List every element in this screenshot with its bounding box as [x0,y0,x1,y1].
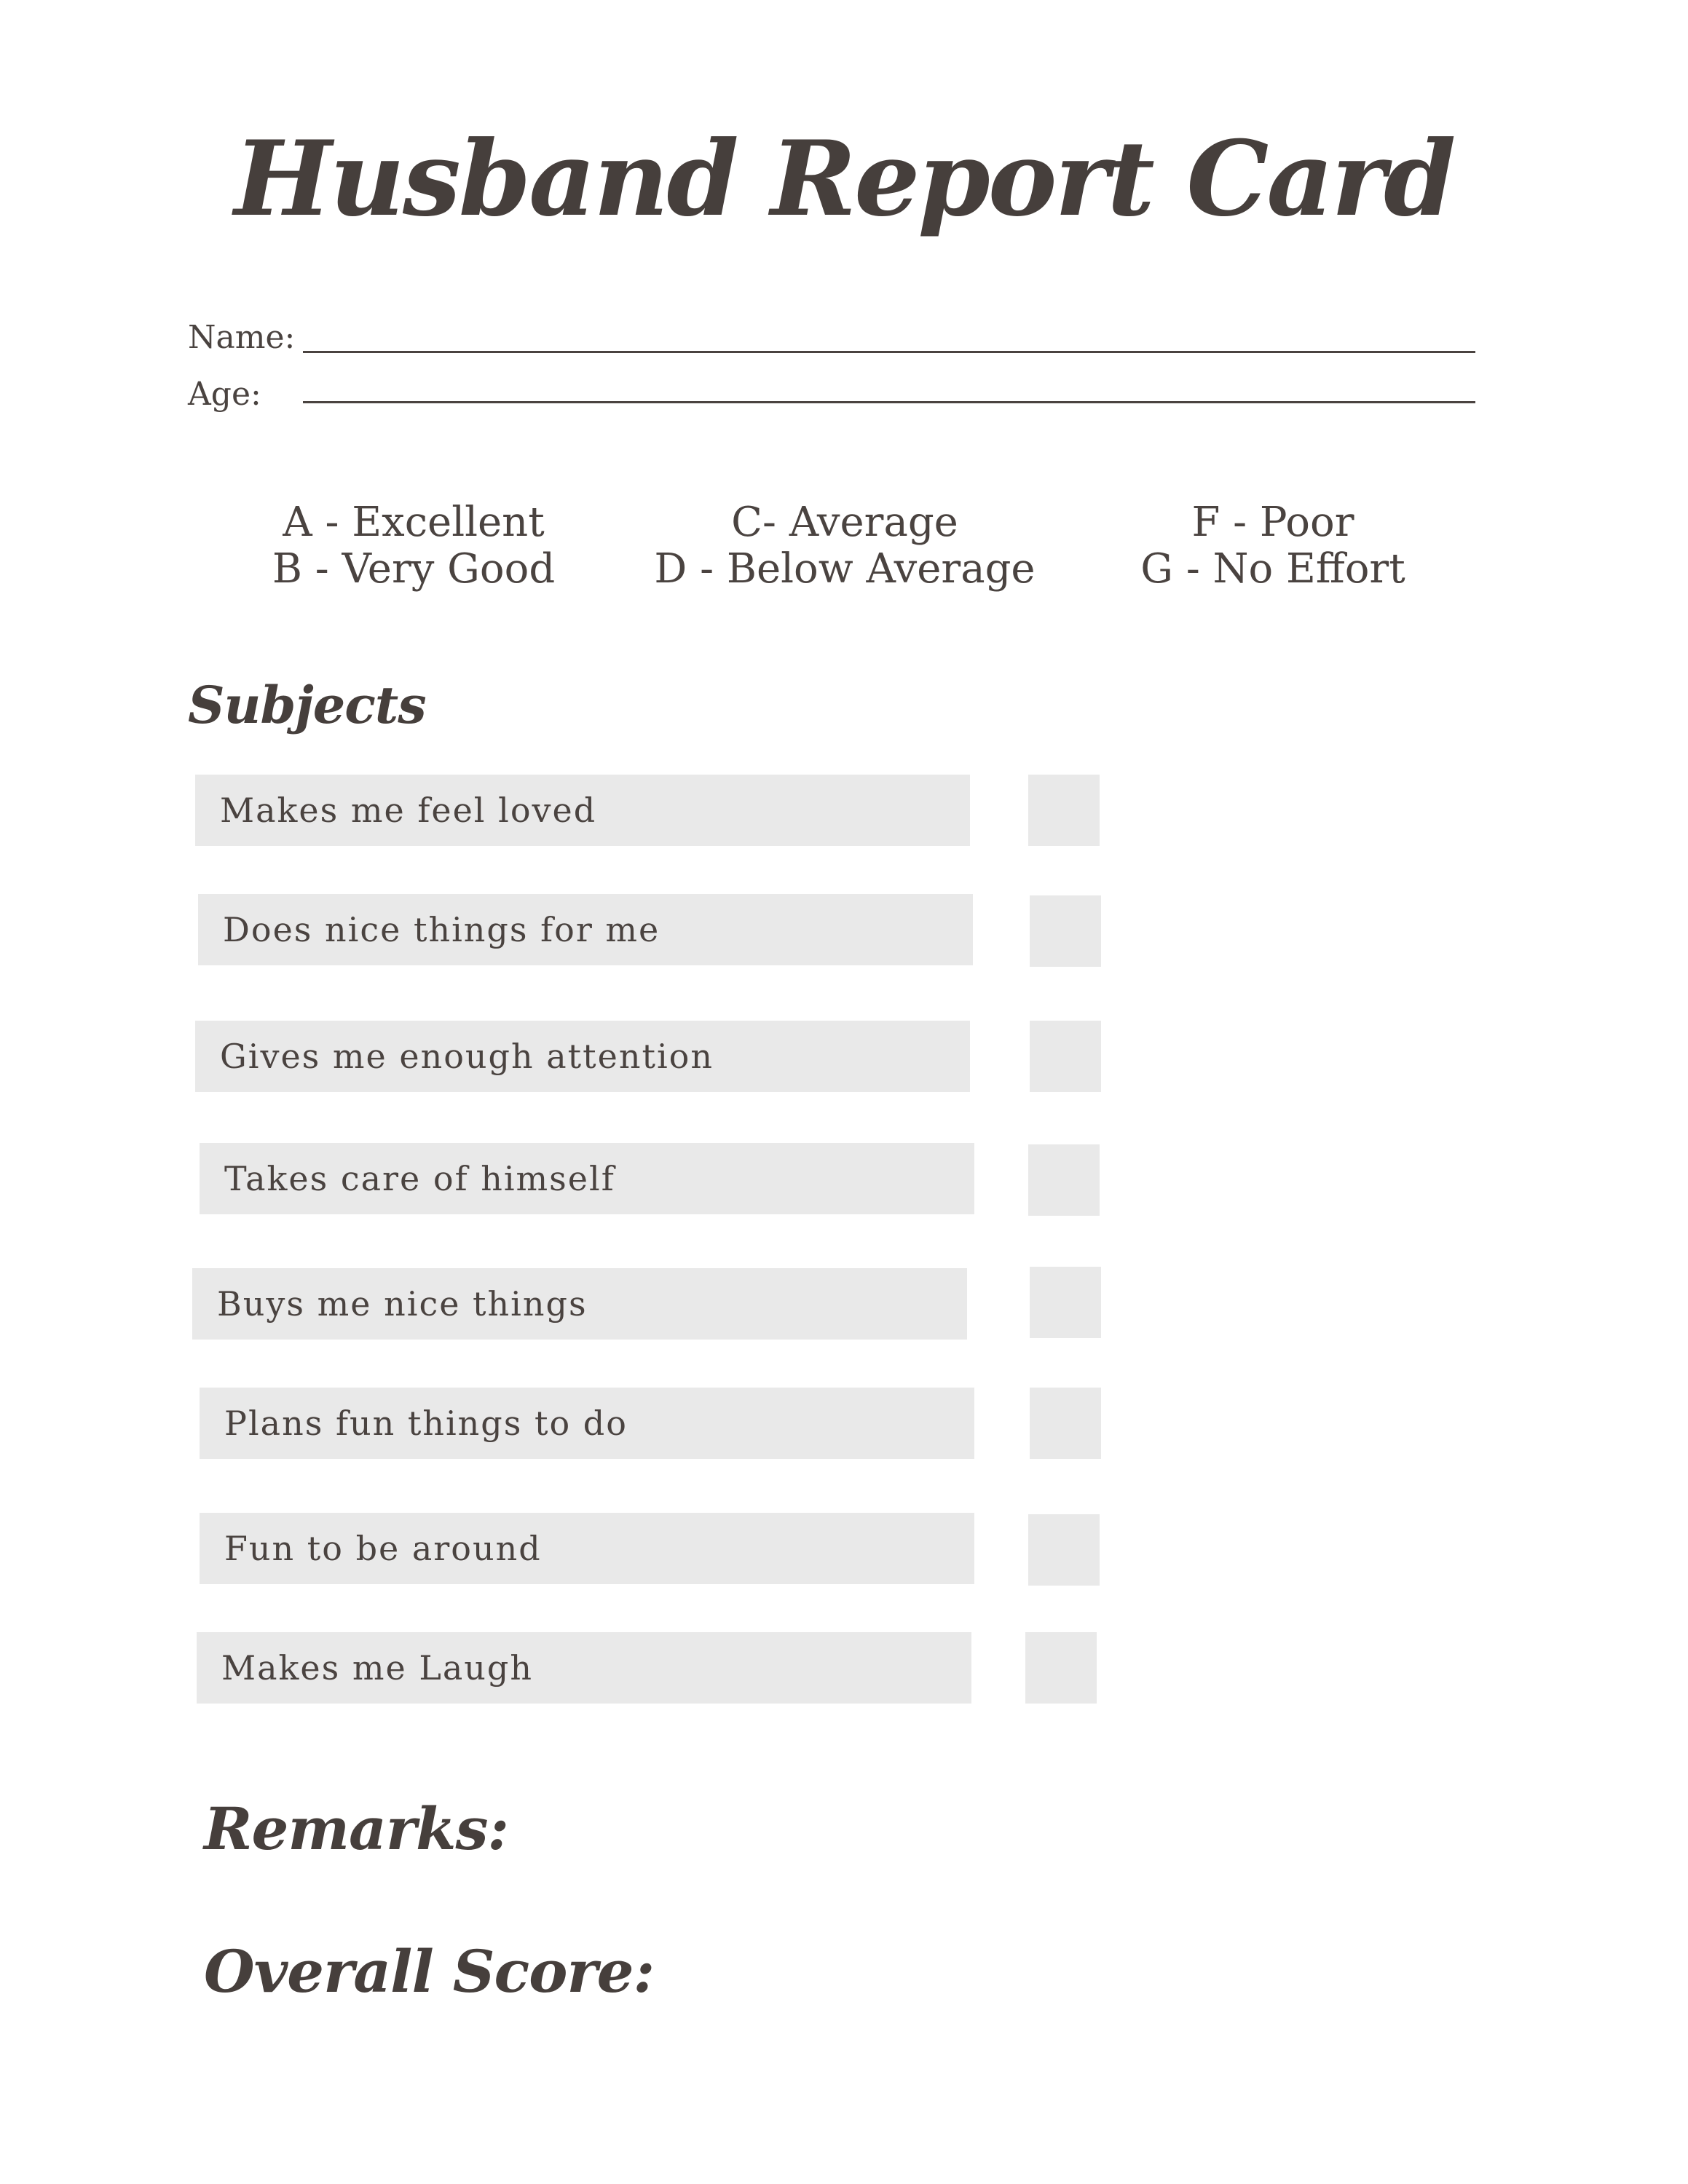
grade-box[interactable] [1030,1267,1101,1338]
grade-box[interactable] [1030,1021,1101,1092]
grading-scale-col-1 [181,499,647,593]
remarks-label: Remarks: [204,1795,509,1863]
subject-label: Plans fun things to do [224,1404,628,1443]
subject-label: Gives me enough attention [220,1037,714,1076]
grade-b-label: B - Very Good [272,545,556,593]
subject-row [198,894,973,965]
subject-label: Makes me Laugh [221,1648,533,1688]
grade-a-label: A - Excellent [283,499,545,546]
grading-scale-col-2 [612,499,1078,593]
grade-c-label: C- Average [731,499,958,546]
age-label: Age: [188,376,261,413]
subject-row [195,775,970,846]
name-label: Name: [188,319,296,356]
grade-box[interactable] [1028,1144,1100,1216]
overall-score-label: Overall Score: [204,1937,655,2006]
grade-box[interactable] [1025,1632,1097,1704]
subject-row [197,1632,971,1704]
subject-label: Does nice things for me [223,910,660,949]
grade-box[interactable] [1028,775,1100,846]
grading-scale-col-3 [1040,499,1506,593]
subject-label: Takes care of himself [224,1159,615,1198]
subjects-heading: Subjects [188,675,426,735]
subject-row [200,1143,974,1214]
name-line[interactable] [303,351,1475,353]
grade-d-label: D - Below Average [654,545,1036,593]
subject-row [200,1513,974,1584]
age-line[interactable] [303,401,1475,403]
grade-box[interactable] [1028,1514,1100,1586]
subject-row [192,1268,967,1340]
subject-label: Fun to be around [224,1529,542,1568]
grade-box[interactable] [1030,1388,1101,1459]
page-title: Husband Report Card [234,119,1454,240]
grade-box[interactable] [1030,895,1101,967]
grade-f-label: F - Poor [1191,499,1354,546]
grade-g-label: G - No Effort [1140,545,1405,593]
subject-label: Makes me feel loved [220,791,597,830]
subject-row [195,1021,970,1092]
subject-row [200,1388,974,1459]
subject-label: Buys me nice things [217,1284,588,1324]
